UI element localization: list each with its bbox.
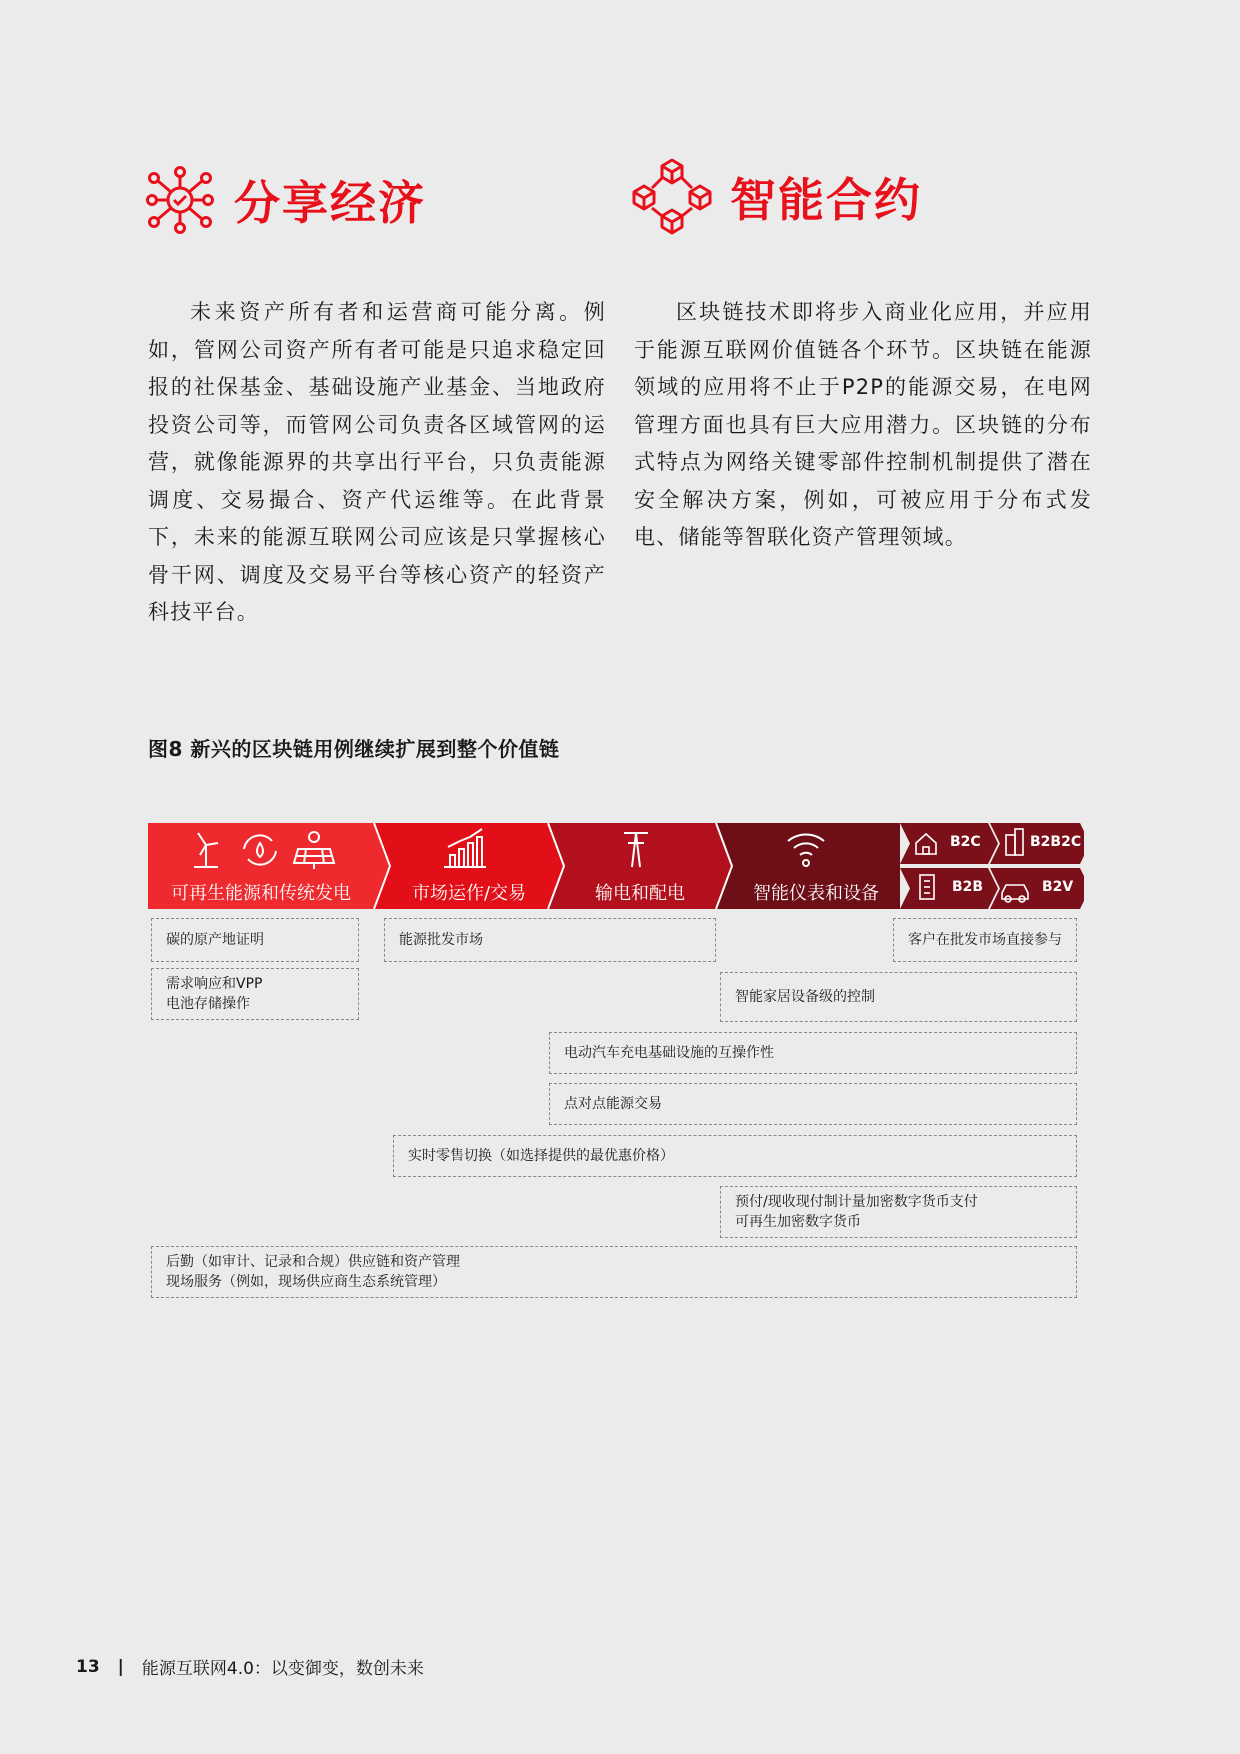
- section-title: 分享经济: [234, 176, 426, 230]
- document-title: 能源互联网4.0：以变御变，数创未来: [141, 1659, 424, 1679]
- tag-chevron-b2c: [900, 823, 998, 864]
- section-shared-economy-header: [146, 166, 426, 234]
- use-case-text: 能源批发市场: [399, 932, 483, 948]
- use-case-text: 电池存储操作: [166, 996, 250, 1012]
- use-case-text: 实时零售切换（如选择提供的最优惠价格）: [408, 1148, 674, 1164]
- use-case-text: 可再生加密数字货币: [735, 1214, 861, 1230]
- section-smart-contract-header: [632, 158, 922, 236]
- use-case-text: 客户在批发市场直接参与: [908, 932, 1062, 948]
- page-number: 13: [76, 1656, 100, 1677]
- use-case-box: [893, 918, 1077, 962]
- use-case-box: [393, 1135, 1077, 1177]
- section-paragraph: 未来资产所有者和运营商可能分离。例如，管网公司资产所有者可能是只追求稳定回报的社保基金、基础设施产业基金、当地政府投资公司等，而管网公司负责各区域管网的运营，就像能源界的共享出行平台，只负责能源调度、交易撮合、资产代运维等。在此背景下，未来的能源互联网公司应该是只掌握核心骨干网、调度及交易平台等核心资产的轻资产科技平台。: [148, 300, 606, 624]
- use-case-box: [151, 1246, 1077, 1298]
- use-case-text: 预付/现收现付制计量加密数字货币支付: [735, 1194, 978, 1210]
- use-case-text: 碳的原产地证明: [166, 932, 264, 948]
- use-case-text: 电动汽车充电基础设施的互操作性: [564, 1045, 774, 1061]
- figure-caption: 图8 新兴的区块链用例继续扩展到整个价值链: [148, 737, 560, 761]
- stage-label-metering: 智能仪表和设备: [753, 883, 879, 904]
- stage-label-market: 市场运作/交易: [411, 883, 527, 904]
- stage-label-generation: 可再生能源和传统发电: [171, 883, 351, 904]
- use-case-box: [720, 972, 1077, 1022]
- tag-label-b2b: B2B: [952, 879, 984, 895]
- use-case-text: 点对点能源交易: [564, 1096, 662, 1112]
- use-case-text: 需求响应和VPP: [166, 976, 263, 992]
- tag-label-b2v: B2V: [1042, 879, 1074, 895]
- use-case-box: [549, 1083, 1077, 1125]
- use-case-text: 后勤（如审计、记录和合规）供应链和资产管理: [166, 1254, 460, 1270]
- tag-label-b2c: B2C: [950, 834, 981, 850]
- section-paragraph: 区块链技术即将步入商业化应用，并应用于能源互联网价值链各个环节。区块链在能源领域的应用将不止于P2P的能源交易，在电网管理方面也具有巨大应用潜力。区块链的分布式特点为网络关键零部件控制机制提供了潜在安全解决方案，例如，可被应用于分布式发电、储能等智联化资产管理领域。: [634, 300, 1092, 549]
- footer-separator: |: [117, 1656, 124, 1677]
- blockchain-cubes-icon: [632, 158, 712, 236]
- use-case-box: [384, 918, 716, 962]
- use-case-box: [151, 918, 359, 962]
- network-check-icon: [146, 166, 214, 234]
- use-case-text: 现场服务（例如，现场供应商生态系统管理）: [166, 1274, 446, 1290]
- use-case-text: 智能家居设备级的控制: [735, 989, 875, 1005]
- page-footer: [76, 1654, 424, 1679]
- value-chain-banner: [148, 823, 1084, 909]
- use-case-box: [720, 1186, 1077, 1238]
- use-case-box: [151, 968, 359, 1020]
- use-case-box: [549, 1032, 1077, 1074]
- section-title: 智能合约: [730, 173, 922, 227]
- tag-label-b2b2c: B2B2C: [1030, 834, 1082, 850]
- stage-label-transmission: 输电和配电: [595, 883, 685, 904]
- tag-chevron-b2b: [900, 868, 998, 909]
